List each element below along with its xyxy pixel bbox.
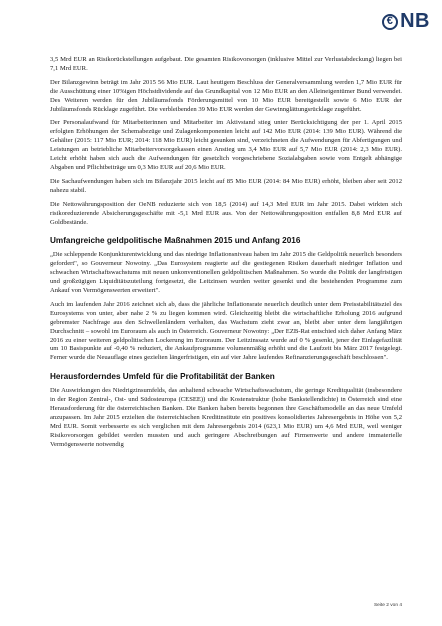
section-heading-bank-profitability: Herausforderndes Umfeld für die Profitabilität der Banken [50, 372, 275, 382]
document-body [50, 56, 402, 455]
oenb-logo [382, 10, 430, 33]
logo-text: NB [400, 10, 430, 32]
paragraph-monetary-policy-1: „Die schleppende Konjunkturentwicklung und das niedrige Inflationsniveau haben im Jahr 2015 die Geldpolitik neuerlich besonders gefordert", so Gouverneur Nowotny. „Das Eurosystem reagierte auf die gestiegenen Risiken dauerhaft niedriger Inflation und schwachen Wirtschaftswachstums mit neuen unkonventionellen geldpolitischen Maßnahmen. So wurde die Politik der langfristigen und großzügigen Liquiditätszuteilung fortgesetzt, die Leitzinsen wurden weiter gesenkt und die bestehenden Programme zum Ankauf von Vermögenswerten erweitert". [50, 251, 402, 295]
paragraph-material-costs: Die Sachaufwendungen haben sich im Bilanzjahr 2015 leicht auf 85 Mio EUR (2014: 84 Mio EUR) erhöht, bleiben aber seit 2012 nahezu stabil. [50, 177, 402, 194]
paragraph-personnel: Der Personalaufwand für Mitarbeiterinnen und Mitarbeiter im Aktivstand stieg unter Berücksichtigung der per 1. April 2015 erfolgten Erhöhungen der Schemabezüge und Zulagenkomponenten leicht auf 142 Mio EUR (2014: 139 Mio EUR). Während die Gehälter (2015: 117 Mio EUR; 2014: 118 Mio EUR) leicht gesunken sind, verzeichneten die Aufwendungen für Abfertigungen und Leistungen an betriebliche Mitarbeitervorsorgekassen einen Anstieg um 3,4 Mio EUR auf 5,7 Mio EUR (2014: 2,3 Mio EUR). Leicht erhöht haben sich auch die Aufwendungen für gesetzlich vorgeschriebene Sozialabgaben sowie vom Entgelt abhängige Abgaben und Pflichtbeiträge um 0,3 Mio EUR auf 20,6 Mio EUR. [50, 119, 402, 171]
paragraph-currency-position: Die Nettowährungsposition der OeNB reduzierte sich von 18,5 (2014) auf 14,3 Mrd EUR im Jahr 2015. Dabei wirkten sich risikoreduzierende Absicherungsgeschäfte mit -5,1 Mrd EUR aus. Von der Nettowährungsposition entfallen 8,8 Mrd EUR auf Goldbestände. [50, 200, 402, 226]
paragraph-monetary-policy-2: Auch im laufenden Jahr 2016 zeichnet sich ab, dass die jährliche Inflationsrate neuerlich deutlich unter dem Preisstabilitätsziel des Eurosystems von unter, aber nahe 2 % zu liegen kommen wird. Gleichzeitig bleibt die wirtschaftliche Erholung 2016 aufgrund gebremster Nachfrage aus den Schwellenländern verhalten, das Wachstum zieht zwar an, bleibt aber unter dem langjährigen Durchschnitt – sowohl im Euroraum als auch in Österreich. Gouverneur Nowotny: „Der EZB-Rat entschied sich daher Anfang März 2016 zu einer weiteren geldpolitischen Lockerung im Euroraum. Der Leitzinssatz wurde auf 0 % gesenkt, jener der Einlagefazilität um 10 Basispunkte auf -0,40 % reduziert, die Ankaufprogramme volumenmäßig erhöht und die Laufzeit bis März 2017 festgelegt. Ferner wurde die Neuauflage eines gezielten längerfristigen, ein auf vier Jahre laufendes Refinanzierungsgeschäft beschlossen". [50, 300, 402, 362]
page-number: Seite 2 von 4 [373, 603, 402, 608]
euro-icon: € [382, 14, 398, 30]
paragraph-risk-provisions: 3,5 Mrd EUR an Risikorückstellungen aufgebaut. Die gesamten Risikovorsorgen (inklusive Mittel zur Verlustabdeckung) liegen bei 7,1 Mrd EUR. [50, 56, 402, 72]
section-heading-monetary-policy: Umfangreiche geldpolitische Maßnahmen 2015 und Anfang 2016 [50, 236, 301, 246]
paragraph-profit: Der Bilanzgewinn beträgt im Jahr 2015 56 Mio EUR. Laut heutigem Beschluss der Generalversammlung werden 1,7 Mio EUR für die Ausschüttung einer 10%igen Höchstdividende auf das Grundkapital von 12 Mio EUR an den Alleineigentümer Bund verwendet. Des Weiteren werden für den Jubiläumsfonds Förderungsmittel von 10 Mio EUR bereitgestellt sowie 6 Mio EUR der Jubiläumsfonds Rücklage zugeführt. Die verbleibenden 39 Mio EUR werden der Gewinnglättungsrücklage zugeführt. [50, 78, 402, 113]
paragraph-bank-profitability: Die Auswirkungen des Niedrigzinsumfelds, das anhaltend schwache Wirtschaftswachstum, die geringe Kreditqualität (insbesondere in der Region Zentral-, Ost- und Südosteuropa (CESEE)) und die Kostenstruktur (hohe Bankstellendichte) in Österreich sind eine Herausforderung für die österreichischen Banken. Die Banken haben bereits begonnen ihre Geschäftsmodelle an das neue Umfeld anzupassen. Im Jahr 2015 erzielten die österreichischen Kreditinstitute ein positives konsolidiertes Jahresergebnis in Höhe von 5,2 Mrd EUR. Somit verbesserte es sich verglichen mit dem Jahresergebnis 2014 (623,1 Mio EUR) um 4,6 Mrd EUR, weil weniger Risikovorsorgen gebildet werden mussten und auch geringere Abschreibungen auf Firmenwerte und andere immaterielle Vermögenswerte notwendig [50, 387, 402, 448]
